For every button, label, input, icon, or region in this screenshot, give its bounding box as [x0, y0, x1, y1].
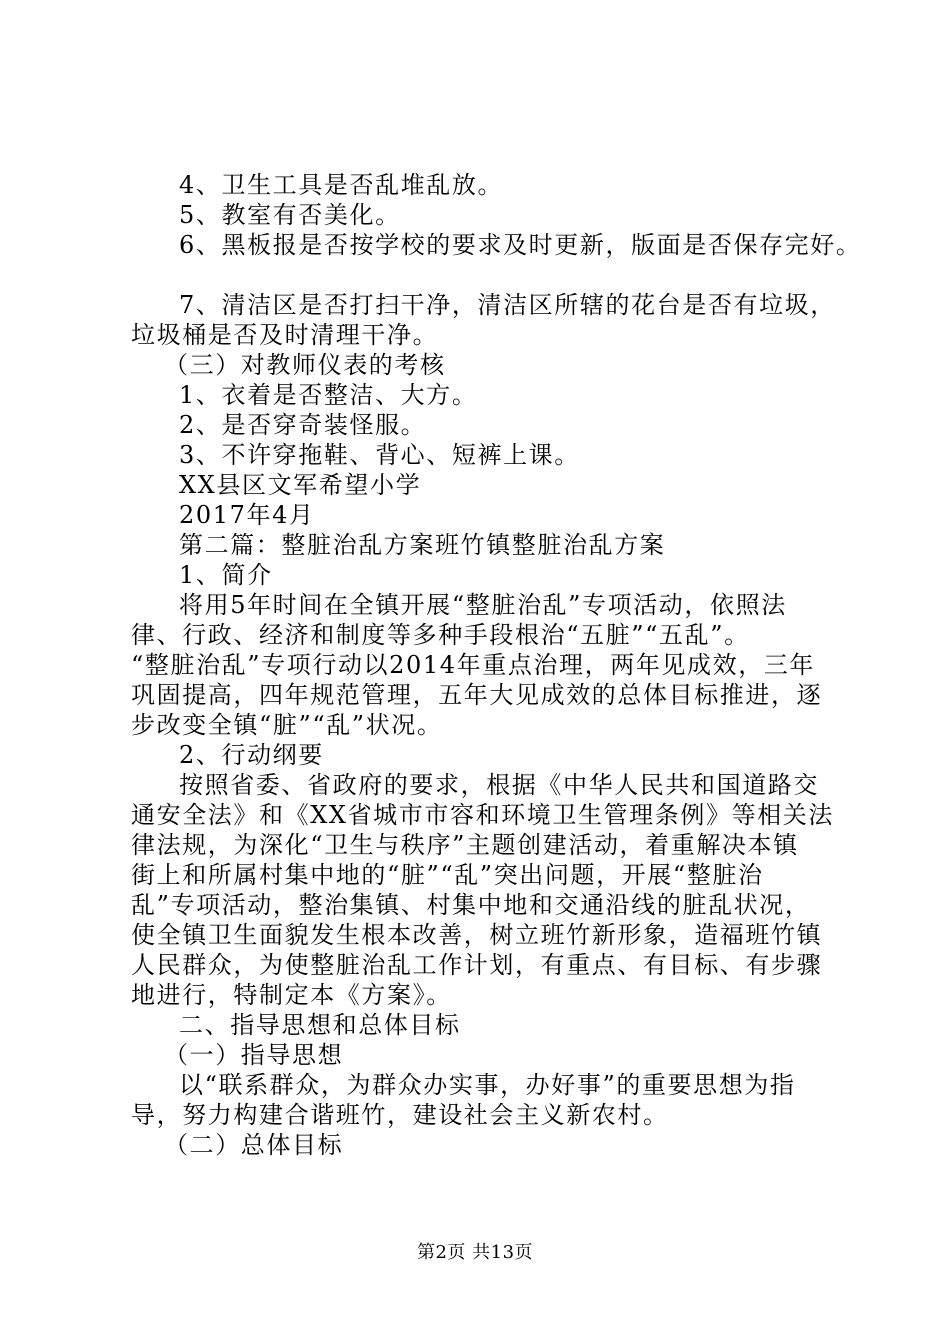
text-line: 7、清洁区是否打扫干净，清洁区所辖的花台是否有垃圾，: [179, 291, 836, 319]
section-heading: 2、行动纲要: [179, 741, 324, 769]
section-heading: （二）总体目标: [164, 1131, 344, 1159]
chapter-title: 第二篇：整脏治乱方案班竹镇整脏治乱方案: [179, 531, 666, 559]
text-line: 巩固提高，四年规范管理，五年大见成效的总体目标推进，逐: [131, 681, 823, 709]
text-line: 律、行政、经济和制度等多种手段根治“五脏”“五乱”。: [131, 621, 750, 649]
section-heading: 1、简介: [179, 561, 273, 589]
text-line: 2、是否穿奇装怪服。: [179, 411, 427, 439]
blank-line: [131, 260, 831, 290]
text-line: 地进行，特制定本《方案》。: [131, 981, 452, 1009]
text-line: 乱”专项活动，整治集镇、村集中地和交通沿线的脏乱状况，: [131, 891, 811, 919]
page-number-footer: 第2页 共13页: [416, 1242, 534, 1263]
text-line: 人民群众，为使整脏治乱工作计划，有重点、有目标、有步骤: [131, 951, 823, 979]
text-line: 导，努力构建合谐班竹，建设社会主义新农村。: [131, 1101, 669, 1129]
section-heading: （三）对教师仪表的考核: [164, 351, 446, 379]
text-line: 1、衣着是否整洁、大方。: [179, 381, 478, 409]
signature-date: 2017年4月: [179, 501, 315, 529]
text-line: 垃圾桶是否及时清理干净。: [131, 321, 439, 349]
text-line: 4、卫生工具是否乱堆乱放。: [179, 171, 504, 199]
text-line: 按照省委、省政府的要求，根据《中华人民共和国道路交: [179, 771, 819, 799]
text-line: 6、黑板报是否按学校的要求及时更新，版面是否保存完好。: [179, 231, 862, 259]
text-line: 律法规，为深化“卫生与秩序”主题创建活动，着重解决本镇: [131, 831, 799, 859]
text-line: 步改变全镇“脏”“乱”状况。: [131, 711, 443, 739]
text-line: 街上和所属村集中地的“脏”“乱”突出问题，开展“整脏治: [131, 861, 764, 889]
text-line: “整脏治乱”专项行动以2014年重点治理，两年见成效，三年: [131, 651, 816, 679]
document-body: [131, 170, 862, 1160]
text-line: 5、教室有否美化。: [179, 201, 401, 229]
section-heading: 二、指导思想和总体目标: [179, 1011, 461, 1039]
section-heading: （一）指导思想: [164, 1041, 344, 1069]
signature-school: XX县区文军希望小学: [179, 471, 422, 499]
text-line: 3、不许穿拖鞋、背心、短裤上课。: [179, 441, 580, 469]
text-line: 使全镇卫生面貌发生根本改善，树立班竹新形象，造福班竹镇: [131, 921, 823, 949]
text-line: 通安全法》和《XX省城市市容和环境卫生管理条例》等相关法: [131, 801, 834, 829]
text-line: 以“联系群众，为群众办实事，办好事”的重要思想为指: [179, 1071, 796, 1099]
text-line: 将用5年时间在全镇开展“整脏治乱”专项活动，依照法: [179, 591, 787, 619]
